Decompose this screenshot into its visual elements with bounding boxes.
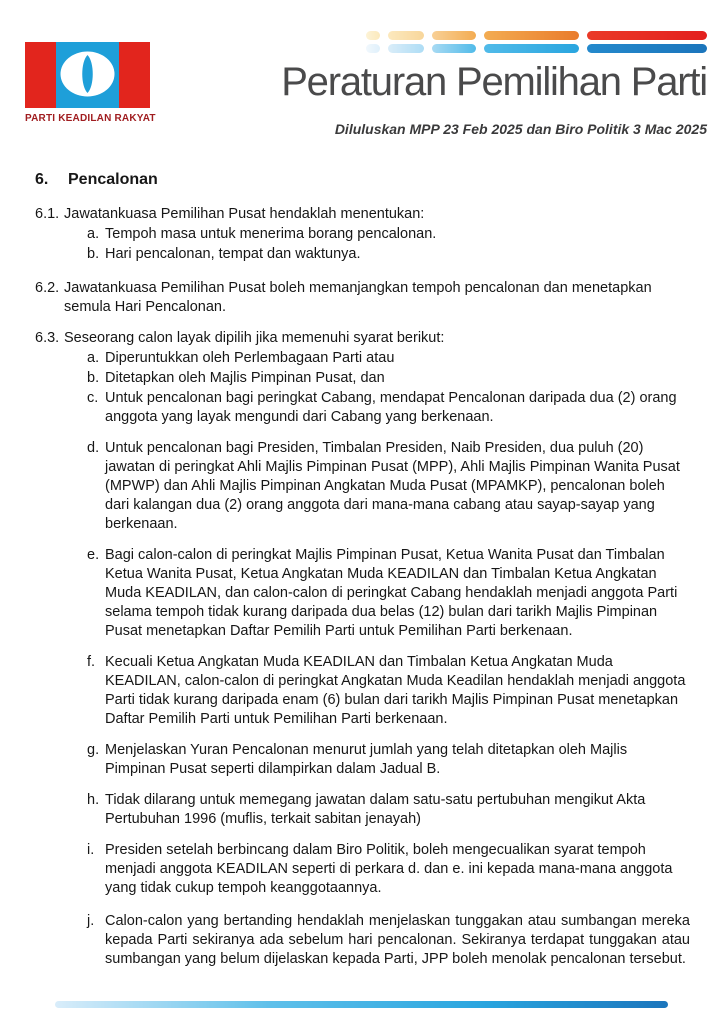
clause-body (64, 329, 690, 969)
clause-6-1 (35, 205, 690, 264)
subclause-text: Diperuntukkan oleh Perlembagaan Parti atau (105, 350, 395, 366)
subclause-letter: a. (87, 350, 100, 366)
footer-accent-bar (55, 1001, 668, 1008)
subclause-h (87, 791, 690, 829)
section-number: 6. (35, 171, 49, 188)
subclause-text: Untuk pencalonan bagi Presiden, Timbalan Presiden, Naib Presiden, dua puluh (20) jawatan di peringkat Ahli Majlis Pimpinan Pusat (MPP), Ahli Majlis Pimpinan Wanita Pusat (MPWP) dan Ahli Majlis Pimpinan Angkatan Muda Pusat (MPAMKP), pencalonan boleh dari kalangan dua (2) orang anggota dari mana-mana cabang atau sayap-sayap yang berkenaan. (105, 440, 680, 532)
subclause-letter: b. (87, 370, 100, 386)
subclause-e (87, 546, 690, 641)
subclause-a (87, 349, 690, 368)
subclause-d (87, 439, 690, 534)
subclause-text: Presiden setelah berbincang dalam Biro Politik, boleh mengecualikan syarat tempoh menjadi anggota KEADILAN seperti di perkara d. dan e. ini kepada mana-mana anggota yang tidak cukup tempoh keanggotaannya. (105, 842, 673, 896)
subclause-letter: c. (87, 390, 99, 406)
subclause-text: Calon-calon yang bertanding hendaklah menjelaskan tunggakan atau sumbangan mereka kepada Parti sekiranya ada sebelum hari pencalonan. Sekiranya terdapat tunggakan atau sumbangan yang belum dijelaskan kepada Parti, JPP boleh menolak pencalonan tersebut. (105, 913, 690, 967)
clause-6-3 (35, 329, 690, 969)
warm-bar-segment (484, 31, 579, 40)
header-right (281, 31, 707, 137)
pkr-eye-icon (58, 44, 117, 106)
subclause-letter: e. (87, 547, 100, 563)
clause-number: 6.3. (35, 330, 60, 346)
clause-text: Jawatankuasa Pemilihan Pusat hendaklah menentukan: (64, 206, 425, 222)
subclause-text: Hari pencalonan, tempat dan waktunya. (105, 246, 361, 262)
subclause-letter: a. (87, 226, 100, 242)
subclause-b (87, 245, 690, 264)
subclause-letter: d. (87, 440, 100, 456)
page-header (0, 0, 725, 162)
clause-6-2 (35, 279, 690, 317)
section-title: Pencalonan (68, 171, 158, 188)
flag-left-stripe (25, 42, 56, 108)
cool-bar-segment (432, 44, 476, 53)
subclause-letter: h. (87, 792, 100, 808)
subclause-f (87, 653, 690, 729)
accent-bar-row-cool (366, 44, 707, 53)
clause-number: 6.2. (35, 280, 60, 296)
cool-bar-segment (484, 44, 579, 53)
section-heading (35, 170, 690, 190)
document-title: Peraturan Pemilihan Parti (281, 60, 707, 104)
accent-bars (281, 31, 707, 53)
subclause-letter: i. (87, 842, 95, 858)
subclause-letter: b. (87, 246, 100, 262)
subclause-text: Bagi calon-calon di peringkat Majlis Pimpinan Pusat, Ketua Wanita Pusat dan Timbalan Ketua Wanita Pusat, Ketua Angkatan Muda KEADILAN dan Timbalan Ketua Angkatan Muda KEADILAN, dan calon-calon di peringkat Cabang hendaklah menjadi anggota Parti selama tempoh tidak kurang daripada dua belas (12) bulan dari tarikh Majlis Pimpinan Pusat menetapkan Daftar Pemilih Parti untuk Pemilihan Parti berkenaan. (105, 547, 678, 639)
warm-bar-segment (388, 31, 424, 40)
subclause-text: Tidak dilarang untuk memegang jawatan dalam satu-satu pertubuhan mengikut Akta Pertubuhan 1996 (muflis, terkait sabitan jenayah) (105, 792, 646, 827)
subclause-letter: j. (87, 913, 95, 929)
clause-subitems (64, 225, 690, 264)
subclause-letter: f. (87, 654, 96, 670)
warm-bar-segment (587, 31, 707, 40)
clause-body (64, 279, 690, 317)
subclause-letter: g. (87, 742, 100, 758)
clause-text: Jawatankuasa Pemilihan Pusat boleh memanjangkan tempoh pencalonan dan menetapkan semula Hari Pencalonan. (64, 280, 652, 315)
flag-center-field (56, 42, 119, 108)
subclause-b (87, 369, 690, 388)
cool-bar-segment (587, 44, 707, 53)
clause-number: 6.1. (35, 206, 60, 222)
document-subtitle: Diluluskan MPP 23 Feb 2025 dan Biro Politik 3 Mac 2025 (334, 121, 707, 137)
subclause-text: Ditetapkan oleh Majlis Pimpinan Pusat, dan (105, 370, 385, 386)
subclause-g (87, 741, 690, 779)
warm-bar-segment (366, 31, 380, 40)
flag-right-stripe (119, 42, 150, 108)
pkr-flag (25, 42, 150, 108)
subclause-text: Kecuali Ketua Angkatan Muda KEADILAN dan Timbalan Ketua Angkatan Muda KEADILAN, calon-calon di peringkat Angkatan Muda Keadilan hendaklah menjadi anggota Parti tidak kurang daripada enam (6) bulan dari tarikh Majlis Pimpinan Pusat menetapkan Daftar Pemilih Parti untuk Pemilihan Parti berkenaan. (105, 654, 686, 727)
subclause-a (87, 225, 690, 244)
cool-bar-segment (388, 44, 424, 53)
clause-body (64, 205, 690, 264)
subclause-text: Untuk pencalonan bagi peringkat Cabang, mendapat Pencalonan daripada dua (2) orang anggota yang layak mengundi dari Cabang yang berkenaan. (105, 390, 677, 425)
subclause-text: Menjelaskan Yuran Pencalonan menurut jumlah yang telah ditetapkan oleh Majlis Pimpinan Pusat seperti dilampirkan dalam Jadual B. (105, 742, 628, 777)
warm-bar-segment (432, 31, 476, 40)
logo-caption: PARTI KEADILAN RAKYAT (25, 113, 156, 124)
clause-text: Seseorang calon layak dipilih jika memenuhi syarat berikut: (64, 330, 445, 346)
pkr-logo (25, 42, 156, 124)
clause-subitems (64, 349, 690, 969)
subclause-i (87, 841, 690, 898)
accent-bar-row-warm (366, 31, 707, 40)
subclause-text: Tempoh masa untuk menerima borang pencalonan. (105, 226, 437, 242)
cool-bar-segment (366, 44, 380, 53)
subclause-c (87, 389, 690, 427)
subclause-j (87, 912, 690, 969)
document-body (35, 170, 690, 969)
